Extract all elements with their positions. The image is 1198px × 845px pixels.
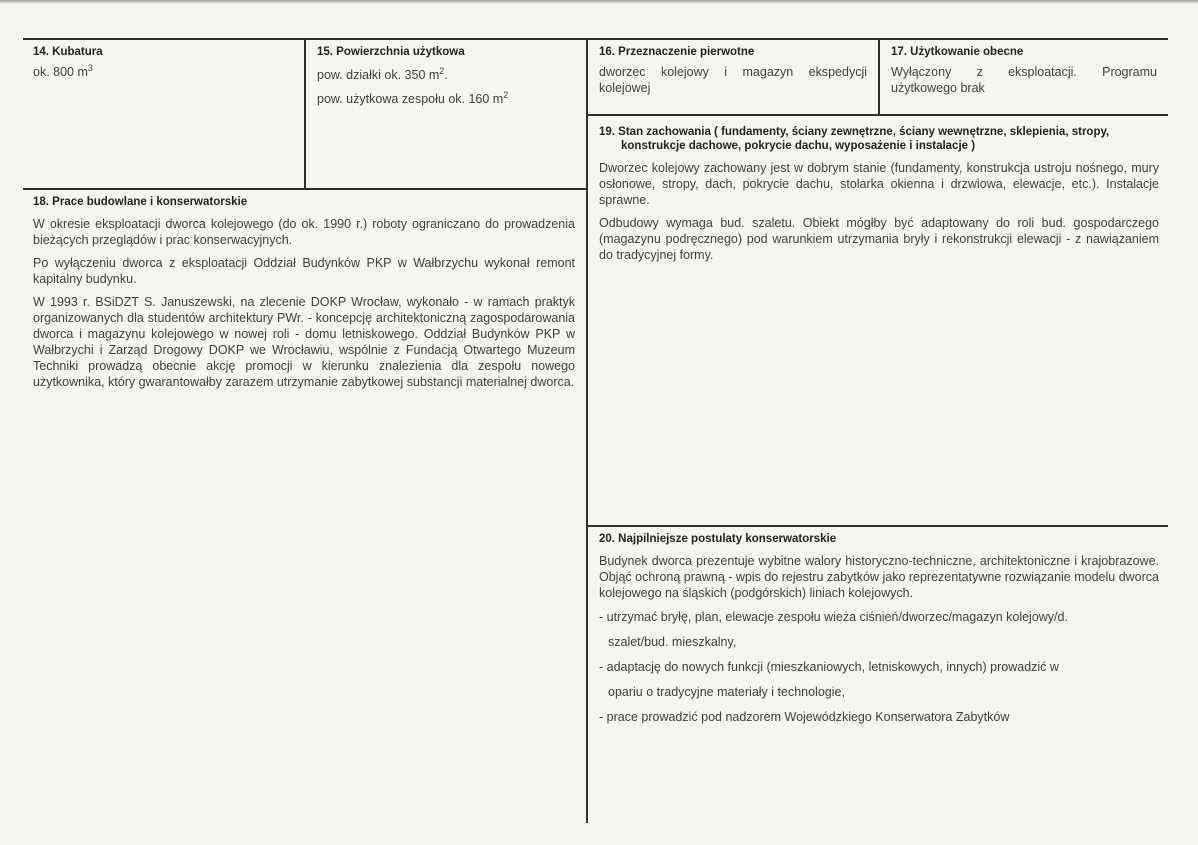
section-15-title: 15. Powierzchnia użytkowa	[317, 46, 465, 58]
section-20-list	[599, 609, 1159, 725]
section-20-list-item: - prace prowadzić pod nadzorem Wojewódzkiego Konserwatora Zabytków	[599, 710, 1010, 724]
section-15-powierzchnia	[317, 46, 579, 107]
section-19-paragraph: Dworzec kolejowy zachowany jest w dobrym stanie (fundamenty, konstrukcja ustroju nośnego, mury osłonowe, stropy, dach, pokrycie dachu, stolarka okienna i drzwiowa, elewacje, etc.). Instalacje sprawne.	[599, 161, 1159, 207]
main-column-divider	[586, 38, 588, 823]
section-14-title: 14. Kubatura	[33, 46, 103, 58]
divider-14-15	[304, 38, 306, 189]
section-15-usable-area: pow. użytkowa zespołu ok. 160 $m^2$	[317, 89, 509, 106]
section-20-postulaty	[599, 533, 1159, 734]
section-18-paragraph: W okresie eksploatacji dworca kolejowego (do ok. 1990 r.) roboty ograniczano do prowadzenia bieżących przeglądów i prac konserwacyjnych.	[33, 217, 575, 247]
section-16-przeznaczenie	[599, 46, 867, 96]
section-20-title: 20. Najpilniejsze postulaty konserwatorskie	[599, 533, 837, 545]
section-18-body	[33, 216, 575, 390]
right-section20-divider	[587, 525, 1168, 527]
section-17-text: Wyłączony z eksploatacji. Programu użytkowego brak	[891, 65, 1157, 95]
section-20-intro: Budynek dworca prezentuje wybitne walory historyczno-techniczne, architektoniczne i krajobrazowe. Objąć ochroną prawną - wpis do rejestru zabytków jako reprezentatywne rozwiązanie modelu dworca kolejowego na śląskich (podgórskich) liniach kolejowych.	[599, 554, 1159, 600]
divider-16-17	[878, 38, 880, 115]
section-14-value: ok. 800 $m^3$	[33, 62, 93, 79]
section-19-paragraph: Odbudowy wymaga bud. szaletu. Obiekt mógłby być adaptowany do roli bud. gospodarczego (magazynu podręcznego) pod warunkiem utrzymania bryły i rekonstrukcji elewacji - z nawiązaniem do tradycyjnej formy.	[599, 216, 1159, 262]
section-18-prace	[33, 196, 575, 397]
section-16-title: 16. Przeznaczenie pierwotne	[599, 46, 755, 58]
section-19-body	[599, 160, 1159, 263]
section-20-list-item: - adaptację do nowych funkcji (mieszkaniowych, letniskowych, innych) prowadzić w	[599, 660, 1059, 674]
section-20-list-item: opariu o tradycyjne materiały i technologie,	[608, 685, 845, 699]
section-19-title-line2: konstrukcje dachowe, pokrycie dachu, wyposażenie i instalacje )	[621, 140, 976, 152]
section-18-title: 18. Prace budowlane i konserwatorskie	[33, 196, 248, 208]
section-15-plot-area: pow. działki ok. 350 $m^2$.	[317, 65, 448, 82]
scan-top-edge	[0, 0, 1198, 4]
section-19-title-line1: 19. Stan zachowania ( fundamenty, ściany zewnętrzne, ściany wewnętrzne, sklepienia, stropy,	[599, 126, 1110, 138]
section-20-list-item: szalet/bud. mieszkalny,	[608, 635, 737, 649]
section-14-kubatura	[33, 46, 295, 80]
section-19-stan	[599, 126, 1159, 270]
section-18-paragraph: W 1993 r. BSiDZT S. Januszewski, na zlecenie DOKP Wrocław, wykonało - w ramach praktyk organizowanych dla studentów architektury PWr. - koncepcję architektoniczną zagospodarowania dworca i magazynu kolejowego w nowej roli - domu letniskowego. Oddział Budynków PKP w Wałbrzychi i Zarząd Drogowy DOKP we Wrocławiu, wspólnie z Fundacją Otwartego Muzeum Techniki prowadzą obecnie akcję promocji w kierunku znalezienia dla zespołu nowego użytkownika, który gwarantowałby zarazem utrzymanie zabytkowej substancji materialnej dworca.	[33, 295, 575, 389]
section-17-title: 17. Użytkowanie obecne	[891, 46, 1024, 58]
section-18-paragraph: Po wyłączeniu dworca z eksploatacji Oddział Budynków PKP w Wałbrzychu wykonał remont kapitalny budynku.	[33, 256, 575, 286]
section-16-text: dworzec kolejowy i magazyn ekspedycji kolejowej	[599, 65, 867, 95]
top-border-line	[23, 38, 1168, 40]
section-17-uzytkowanie	[891, 46, 1157, 96]
section-20-list-item: - utrzymać bryłę, plan, elewacje zespołu wieża ciśnień/dworzec/magazyn kolejowy/d.	[599, 610, 1068, 624]
